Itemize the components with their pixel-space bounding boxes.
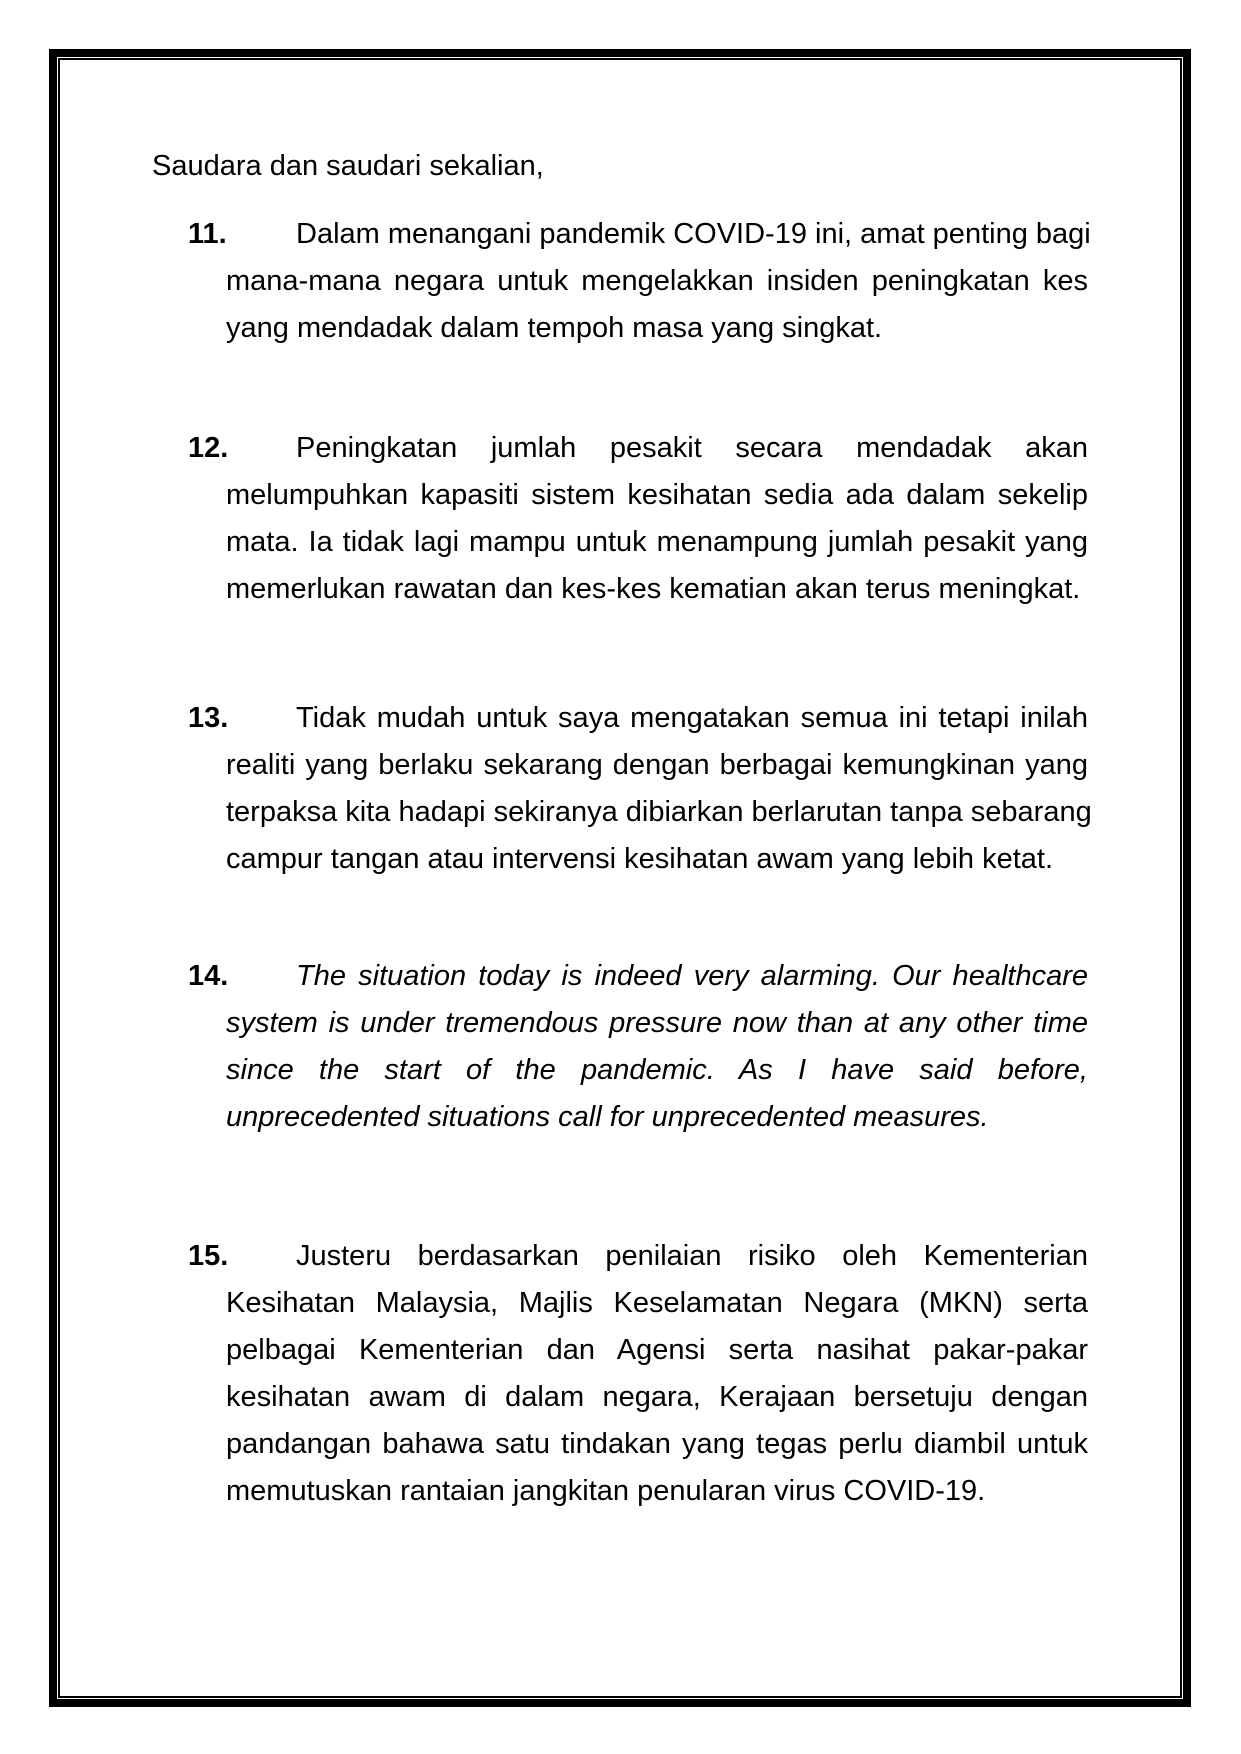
paragraph-13 bbox=[152, 695, 1092, 883]
paragraph-line-text: mata. Ia tidak lagi mampu untuk menampung jumlah pesakit yang bbox=[226, 526, 1088, 558]
paragraph-line bbox=[188, 695, 1088, 742]
paragraph-line bbox=[226, 1047, 1088, 1094]
paragraph-line bbox=[226, 1327, 1088, 1374]
paragraph-line bbox=[226, 258, 1088, 305]
paragraph-line-text: memerlukan rawatan dan kes-kes kematian akan terus meningkat. bbox=[226, 573, 1081, 605]
paragraph-line bbox=[226, 519, 1088, 566]
paragraph-number: 15. bbox=[188, 1240, 229, 1272]
paragraph-line bbox=[226, 836, 1088, 883]
paragraph-number: 13. bbox=[188, 702, 229, 734]
paragraph-line-text: kesihatan awam di dalam negara, Kerajaan bersetuju dengan bbox=[226, 1381, 1088, 1413]
paragraph-line bbox=[226, 566, 1088, 613]
paragraph-line-text: yang mendadak dalam tempoh masa yang singkat. bbox=[226, 312, 883, 344]
paragraph-line bbox=[226, 1094, 1088, 1141]
paragraph-number: 12. bbox=[188, 432, 229, 464]
paragraph-line bbox=[226, 1280, 1088, 1327]
salutation-line: Saudara dan saudari sekalian, bbox=[152, 150, 544, 182]
paragraph-line-text: system is under tremendous pressure now than at any other time bbox=[226, 1007, 1088, 1039]
paragraph-line-text: Kesihatan Malaysia, Majlis Keselamatan Negara (MKN) serta bbox=[226, 1287, 1088, 1319]
paragraph-14 bbox=[152, 953, 1088, 1141]
paragraph-line-text: Tidak mudah untuk saya mengatakan semua ini tetapi inilah bbox=[296, 702, 1088, 734]
paragraph-line bbox=[226, 742, 1088, 789]
paragraph-line-text: Peningkatan jumlah pesakit secara mendadak akan bbox=[296, 432, 1088, 464]
paragraph-number: 11. bbox=[188, 218, 227, 250]
paragraph-line bbox=[226, 1421, 1088, 1468]
paragraph-line bbox=[188, 425, 1088, 472]
paragraph-line-text: pelbagai Kementerian dan Agensi serta nasihat pakar-pakar bbox=[226, 1334, 1088, 1366]
paragraph-line-text: pandangan bahawa satu tindakan yang tegas perlu diambil untuk bbox=[226, 1428, 1088, 1460]
paragraph-line-text: memutuskan rantaian jangkitan penularan virus COVID-19. bbox=[226, 1475, 986, 1507]
paragraph-line bbox=[226, 789, 1092, 836]
paragraph-line-text: since the start of the pandemic. As I have said before, bbox=[226, 1054, 1088, 1086]
paragraph-line bbox=[188, 953, 1088, 1000]
paragraph-line-text: Justeru berdasarkan penilaian risiko oleh Kementerian bbox=[296, 1240, 1088, 1272]
paragraph-number: 14. bbox=[188, 960, 229, 992]
paragraph-12 bbox=[152, 425, 1088, 613]
paragraph-11 bbox=[152, 211, 1091, 352]
paragraph-line bbox=[188, 1233, 1088, 1280]
paragraph-line-text: The situation today is indeed very alarming. Our healthcare bbox=[296, 960, 1088, 992]
paragraph-line bbox=[226, 1374, 1088, 1421]
paragraph-line-text: Dalam menangani pandemik COVID-19 ini, amat penting bagi bbox=[296, 218, 1091, 250]
paragraph-line-text: mana-mana negara untuk mengelakkan insiden peningkatan kes bbox=[226, 265, 1088, 297]
paragraph-line bbox=[226, 305, 1088, 352]
paragraph-list bbox=[152, 211, 1092, 1515]
paragraph-line-text: melumpuhkan kapasiti sistem kesihatan sedia ada dalam sekelip bbox=[226, 479, 1088, 511]
document-content bbox=[152, 143, 1092, 1515]
paragraph-line bbox=[226, 1000, 1088, 1047]
paragraph-line bbox=[226, 472, 1088, 519]
paragraph-line-text: unprecedented situations call for unprecedented measures. bbox=[226, 1101, 989, 1133]
paragraph-line bbox=[226, 1468, 1088, 1515]
paragraph-line bbox=[188, 211, 1091, 258]
paragraph-line-text: terpaksa kita hadapi sekiranya dibiarkan berlarutan tanpa sebarang bbox=[226, 796, 1092, 828]
paragraph-line-text: realiti yang berlaku sekarang dengan berbagai kemungkinan yang bbox=[226, 749, 1088, 781]
paragraph-line-text: campur tangan atau intervensi kesihatan awam yang lebih ketat. bbox=[226, 843, 1053, 875]
paragraph-15 bbox=[152, 1233, 1088, 1515]
